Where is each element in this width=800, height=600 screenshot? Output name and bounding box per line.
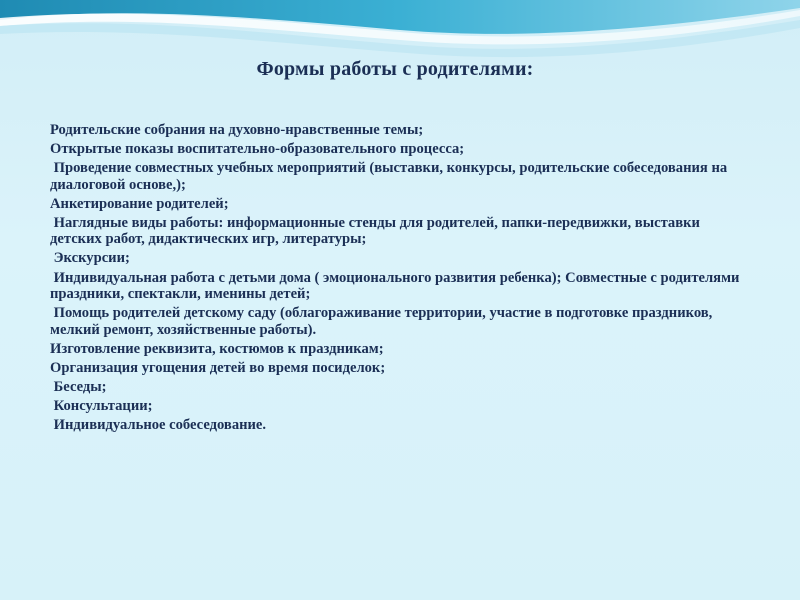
work-forms-list bbox=[50, 122, 750, 436]
list-item: Консультации; bbox=[50, 398, 153, 415]
list-item: Экскурсии; bbox=[50, 250, 130, 267]
list-item: Родительские собрания на духовно-нравственные темы; bbox=[50, 122, 424, 138]
list-item: Открытые показы воспитательно-образовательного процесса; bbox=[50, 141, 465, 158]
list-item: Организация угощения детей во время посиделок; bbox=[50, 359, 386, 376]
list-item: Изготовление реквизита, костюмов к праздникам; bbox=[50, 340, 384, 357]
list-item: Проведение совместных учебных мероприятий (выставки, конкурсы, родительские собеседования на диалоговой основе,); bbox=[50, 160, 731, 193]
list-item: Индивидуальное собеседование. bbox=[50, 417, 267, 434]
list-item: Беседы; bbox=[50, 378, 107, 395]
slide-title: Формы работы с родителями: bbox=[256, 58, 534, 80]
list-item: Помощь родителей детскому саду (облагораживание территории, участие в подготовке праздников, мелкий ремонт, хозяйственные работы). bbox=[50, 305, 716, 338]
list-item: Наглядные виды работы: информационные стенды для родителей, папки-передвижки, выставки детских работ, дидактических игр, литературы; bbox=[50, 214, 704, 248]
list-item: Анкетирование родителей; bbox=[50, 195, 229, 212]
list-item: Индивидуальная работа с детьми дома ( эмоционального развития ребенка); Совместные с родителями праздники, спектакли, именины детей; bbox=[50, 269, 744, 303]
